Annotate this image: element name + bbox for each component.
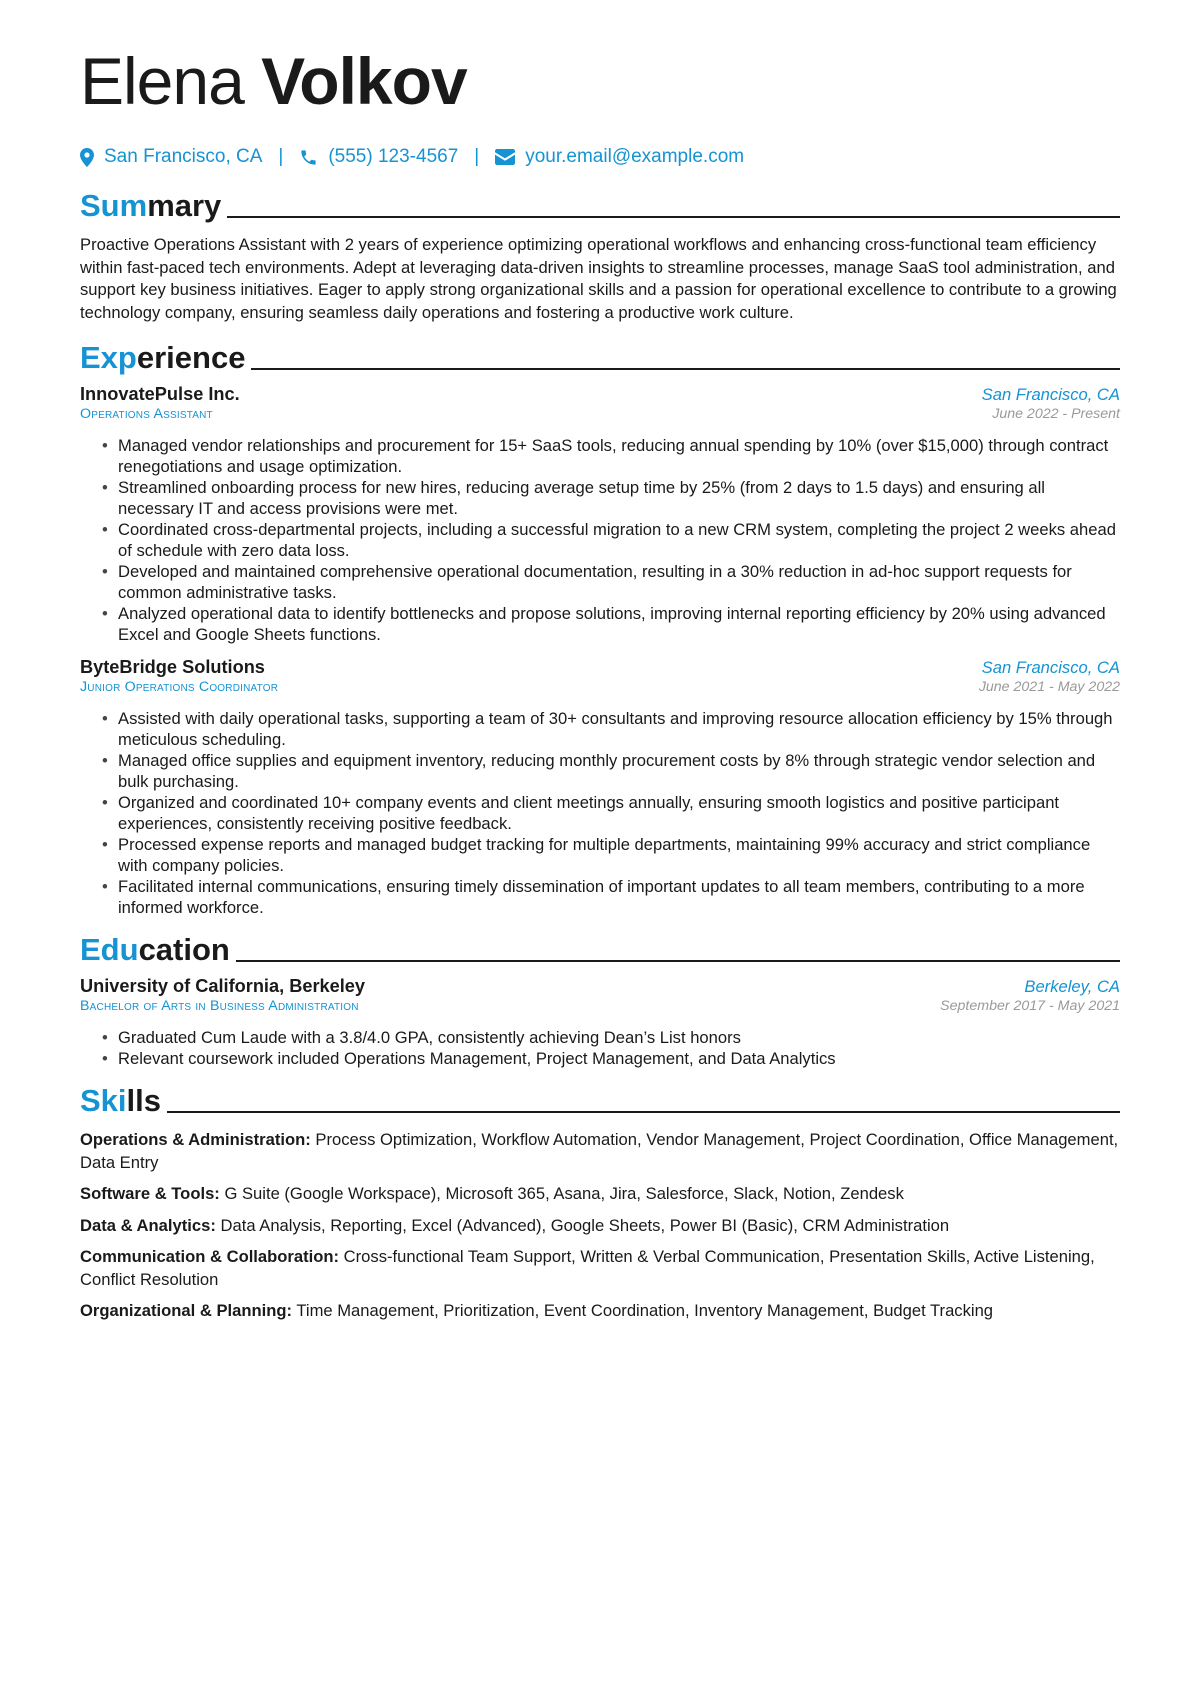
company-name: InnovatePulse Inc. (80, 384, 240, 404)
map-pin-icon (80, 148, 94, 167)
skills-heading-accent: Ski (80, 1083, 127, 1118)
education-heading-accent: Edu (80, 932, 139, 967)
skill-category: Data & Analytics: (80, 1215, 216, 1235)
section-divider (236, 960, 1120, 962)
location-text: San Francisco, CA (104, 146, 263, 167)
list-item: • Organized and coordinated 10+ company events and client meetings annually, ensuring smooth logistics and positive participant experiences, consistently receiving positive feedback. (118, 792, 1120, 834)
job-bullets (80, 435, 1120, 645)
job-title: Junior Operations Coordinator (80, 679, 279, 695)
skill-values: Process Optimization, Workflow Automation, Vendor Management, Project Coordination, Office Management, Data Entry (80, 1130, 1119, 1172)
section-divider (167, 1111, 1120, 1113)
skills-heading-rest: lls (126, 1083, 161, 1118)
contact-location (80, 146, 262, 168)
contact-email[interactable] (495, 146, 744, 168)
first-name: Elena (80, 44, 244, 118)
job-dates: June 2022 - Present (992, 406, 1120, 422)
list-item: • Analyzed operational data to identify bottlenecks and propose solutions, improving internal reporting efficiency by 20% using advanced Excel and Google Sheets functions. (118, 603, 1120, 645)
experience-heading-accent: Exp (80, 340, 137, 375)
phone-icon (299, 148, 318, 167)
skills-heading (80, 1083, 1120, 1119)
resume-page (80, 40, 1120, 1332)
skill-row (80, 1300, 1120, 1323)
list-item: • Developed and maintained comprehensive operational documentation, resulting in a 30% reduction in ad-hoc support requests for common administrative tasks. (118, 561, 1120, 603)
education-entry (80, 976, 1120, 1069)
degree: Bachelor of Arts in Business Administration (80, 998, 359, 1014)
phone-text: (555) 123-4567 (328, 146, 459, 167)
summary-heading-rest: mary (147, 188, 222, 223)
job-dates: June 2021 - May 2022 (978, 679, 1120, 695)
skill-row (80, 1129, 1120, 1174)
skill-row (80, 1215, 1120, 1238)
summary-heading-accent: Sum (80, 188, 148, 223)
list-item: • Coordinated cross-departmental projects, including a successful migration to a new CRM system, completing the project 2 weeks ahead of schedule with zero data loss. (118, 519, 1120, 561)
company-name: ByteBridge Solutions (80, 657, 265, 677)
email-text: your.email@example.com (525, 146, 745, 167)
summary-heading (80, 188, 1120, 224)
last-name: Volkov (261, 44, 467, 118)
experience-heading-rest: erience (136, 340, 246, 375)
skills-list (80, 1129, 1120, 1323)
education-dates: September 2017 - May 2021 (940, 998, 1120, 1014)
skill-category: Operations & Administration: (80, 1130, 311, 1149)
job-entry (80, 384, 1120, 645)
skill-category: Communication & Collaboration: (80, 1247, 340, 1266)
experience-heading (80, 340, 1120, 376)
list-item: • Relevant coursework included Operations Management, Project Management, and Data Analytics (118, 1048, 1120, 1069)
list-item: • Managed office supplies and equipment inventory, reducing monthly procurement costs by 8% through strategic vendor selection and bulk purchasing. (118, 750, 1120, 792)
job-location: San Francisco, CA (981, 658, 1120, 677)
skill-row (80, 1183, 1120, 1206)
contact-separator: | (474, 146, 480, 167)
skill-values: G Suite (Google Workspace), Microsoft 365, Asana, Jira, Salesforce, Slack, Notion, Zendesk (224, 1184, 904, 1203)
skill-values: Cross-functional Team Support, Written & Verbal Communication, Presentation Skills, Active Listening, Conflict Resolution (80, 1247, 1095, 1289)
skill-values: Time Management, Prioritization, Event Coordination, Inventory Management, Budget Tracking (296, 1301, 994, 1320)
skill-row (80, 1246, 1120, 1291)
education-bullets (80, 1027, 1120, 1069)
education-heading (80, 932, 1120, 968)
section-divider (251, 368, 1120, 370)
summary-text: Proactive Operations Assistant with 2 years of experience optimizing operational workflows and enhancing cross-functional team efficiency within fast-paced tech environments. Adept at leveraging data-driven insights to streamline processes, manage SaaS tool administration, and support key business initiatives. Eager to apply strong organizational skills and a passion for operational excellence to contribute to a growing technology company, ensuring seamless daily operations and fostering a productive work culture. (80, 235, 1117, 322)
list-item: • Graduated Cum Laude with a 3.8/4.0 GPA, consistently achieving Dean’s List honors (118, 1027, 1120, 1048)
contact-bar (80, 144, 1120, 170)
section-divider (227, 216, 1120, 218)
job-bullets (80, 708, 1120, 918)
list-item: • Streamlined onboarding process for new hires, reducing average setup time by 25% (from 2 days to 1.5 days) and ensuring all necessary IT and access provisions were met. (118, 477, 1120, 519)
education-heading-rest: cation (138, 932, 230, 967)
school-name: University of California, Berkeley (80, 976, 366, 996)
skill-category: Organizational & Planning: (80, 1301, 293, 1320)
skill-values: Data Analysis, Reporting, Excel (Advanced), Google Sheets, Power BI (Basic), CRM Administration (220, 1215, 950, 1235)
job-entry (80, 657, 1120, 918)
list-item: • Facilitated internal communications, ensuring timely dissemination of important updates to all team members, contributing to a more informed workforce. (118, 876, 1120, 918)
candidate-name (80, 40, 1120, 122)
school-location: Berkeley, CA (1024, 977, 1120, 996)
job-location: San Francisco, CA (981, 385, 1120, 404)
envelope-icon (495, 149, 515, 165)
contact-separator: | (278, 146, 284, 167)
list-item: • Managed vendor relationships and procurement for 15+ SaaS tools, reducing annual spending by 10% (over $15,000) through contract renegotiations and usage optimization. (118, 435, 1120, 477)
job-title: Operations Assistant (80, 406, 213, 422)
list-item: • Assisted with daily operational tasks, supporting a team of 30+ consultants and improving resource allocation efficiency by 15% through meticulous scheduling. (118, 708, 1120, 750)
list-item: • Processed expense reports and managed budget tracking for multiple departments, maintaining 99% accuracy and strict compliance with company policies. (118, 834, 1120, 876)
skill-category: Software & Tools: (80, 1184, 220, 1203)
contact-phone[interactable] (299, 146, 458, 168)
